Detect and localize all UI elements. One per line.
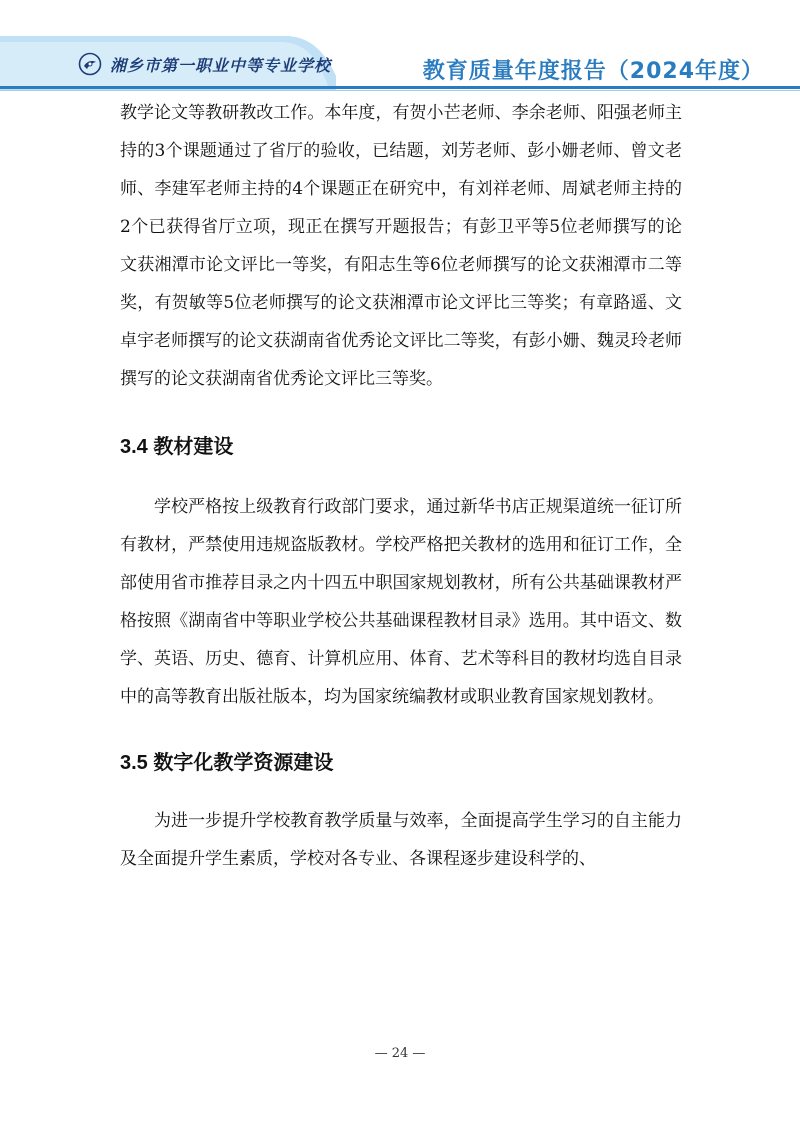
intro-paragraph: 教学论文等教研教改工作。本年度，有贺小芒老师、李余老师、阳强老师主持的3个课题通过了省厅的验收，已结题，刘芳老师、彭小姗老师、曾文老师、李建军老师主持的4个课题正在研究中，有刘祥老师、周斌老师主持的2个已获得省厅立项，现正在撰写开题报告；有彭卫平等5位老师撰写的论文获湘潭市论文评比一等奖，有阳志生等6位老师撰写的论文获湘潭市二等奖，有贺敏等5位老师撰写的论文获湘潭市论文评比三等奖；有章路遥、文卓宇老师撰写的论文获湖南省优秀论文评比二等奖，有彭小姗、魏灵玲老师撰写的论文获湖南省优秀论文评比三等奖。	[120, 103, 682, 389]
header-band	[0, 0, 800, 100]
section-3-4-paragraph: 学校严格按上级教育行政部门要求，通过新华书店正规渠道统一征订所有教材，严禁使用违规盗版教材。学校严格把关教材的选用和征订工作，全部使用省市推荐目录之内十四五中职国家规划教材，所有公共基础课教材严格按照《湖南省中等职业学校公共基础课程教材目录》选用。其中语文、数学、英语、历史、德育、计算机应用、体育、艺术等科目的教材均选自目录中的高等教育出版社版本，均为国家统编教材或职业教育国家规划教材。	[120, 497, 682, 707]
page-content	[120, 94, 682, 878]
school-name: 湘乡市第一职业中等专业学校	[110, 55, 332, 75]
school-logo-icon	[78, 52, 102, 76]
section-heading-3-4: 3.4 教材建设	[120, 436, 234, 458]
page-header	[0, 0, 800, 100]
school-branding	[78, 52, 331, 76]
section-heading-3-5: 3.5 数字化教学资源建设	[120, 752, 334, 774]
report-title: 教育质量年度报告（2024年度）	[422, 59, 764, 84]
section-3-5-paragraph: 为进一步提升学校教育教学质量与效率，全面提高学生学习的自主能力及全面提升学生素质，学校对各专业、各课程逐步建设科学的、	[120, 811, 682, 869]
page-number: — 24 —	[374, 1046, 426, 1061]
